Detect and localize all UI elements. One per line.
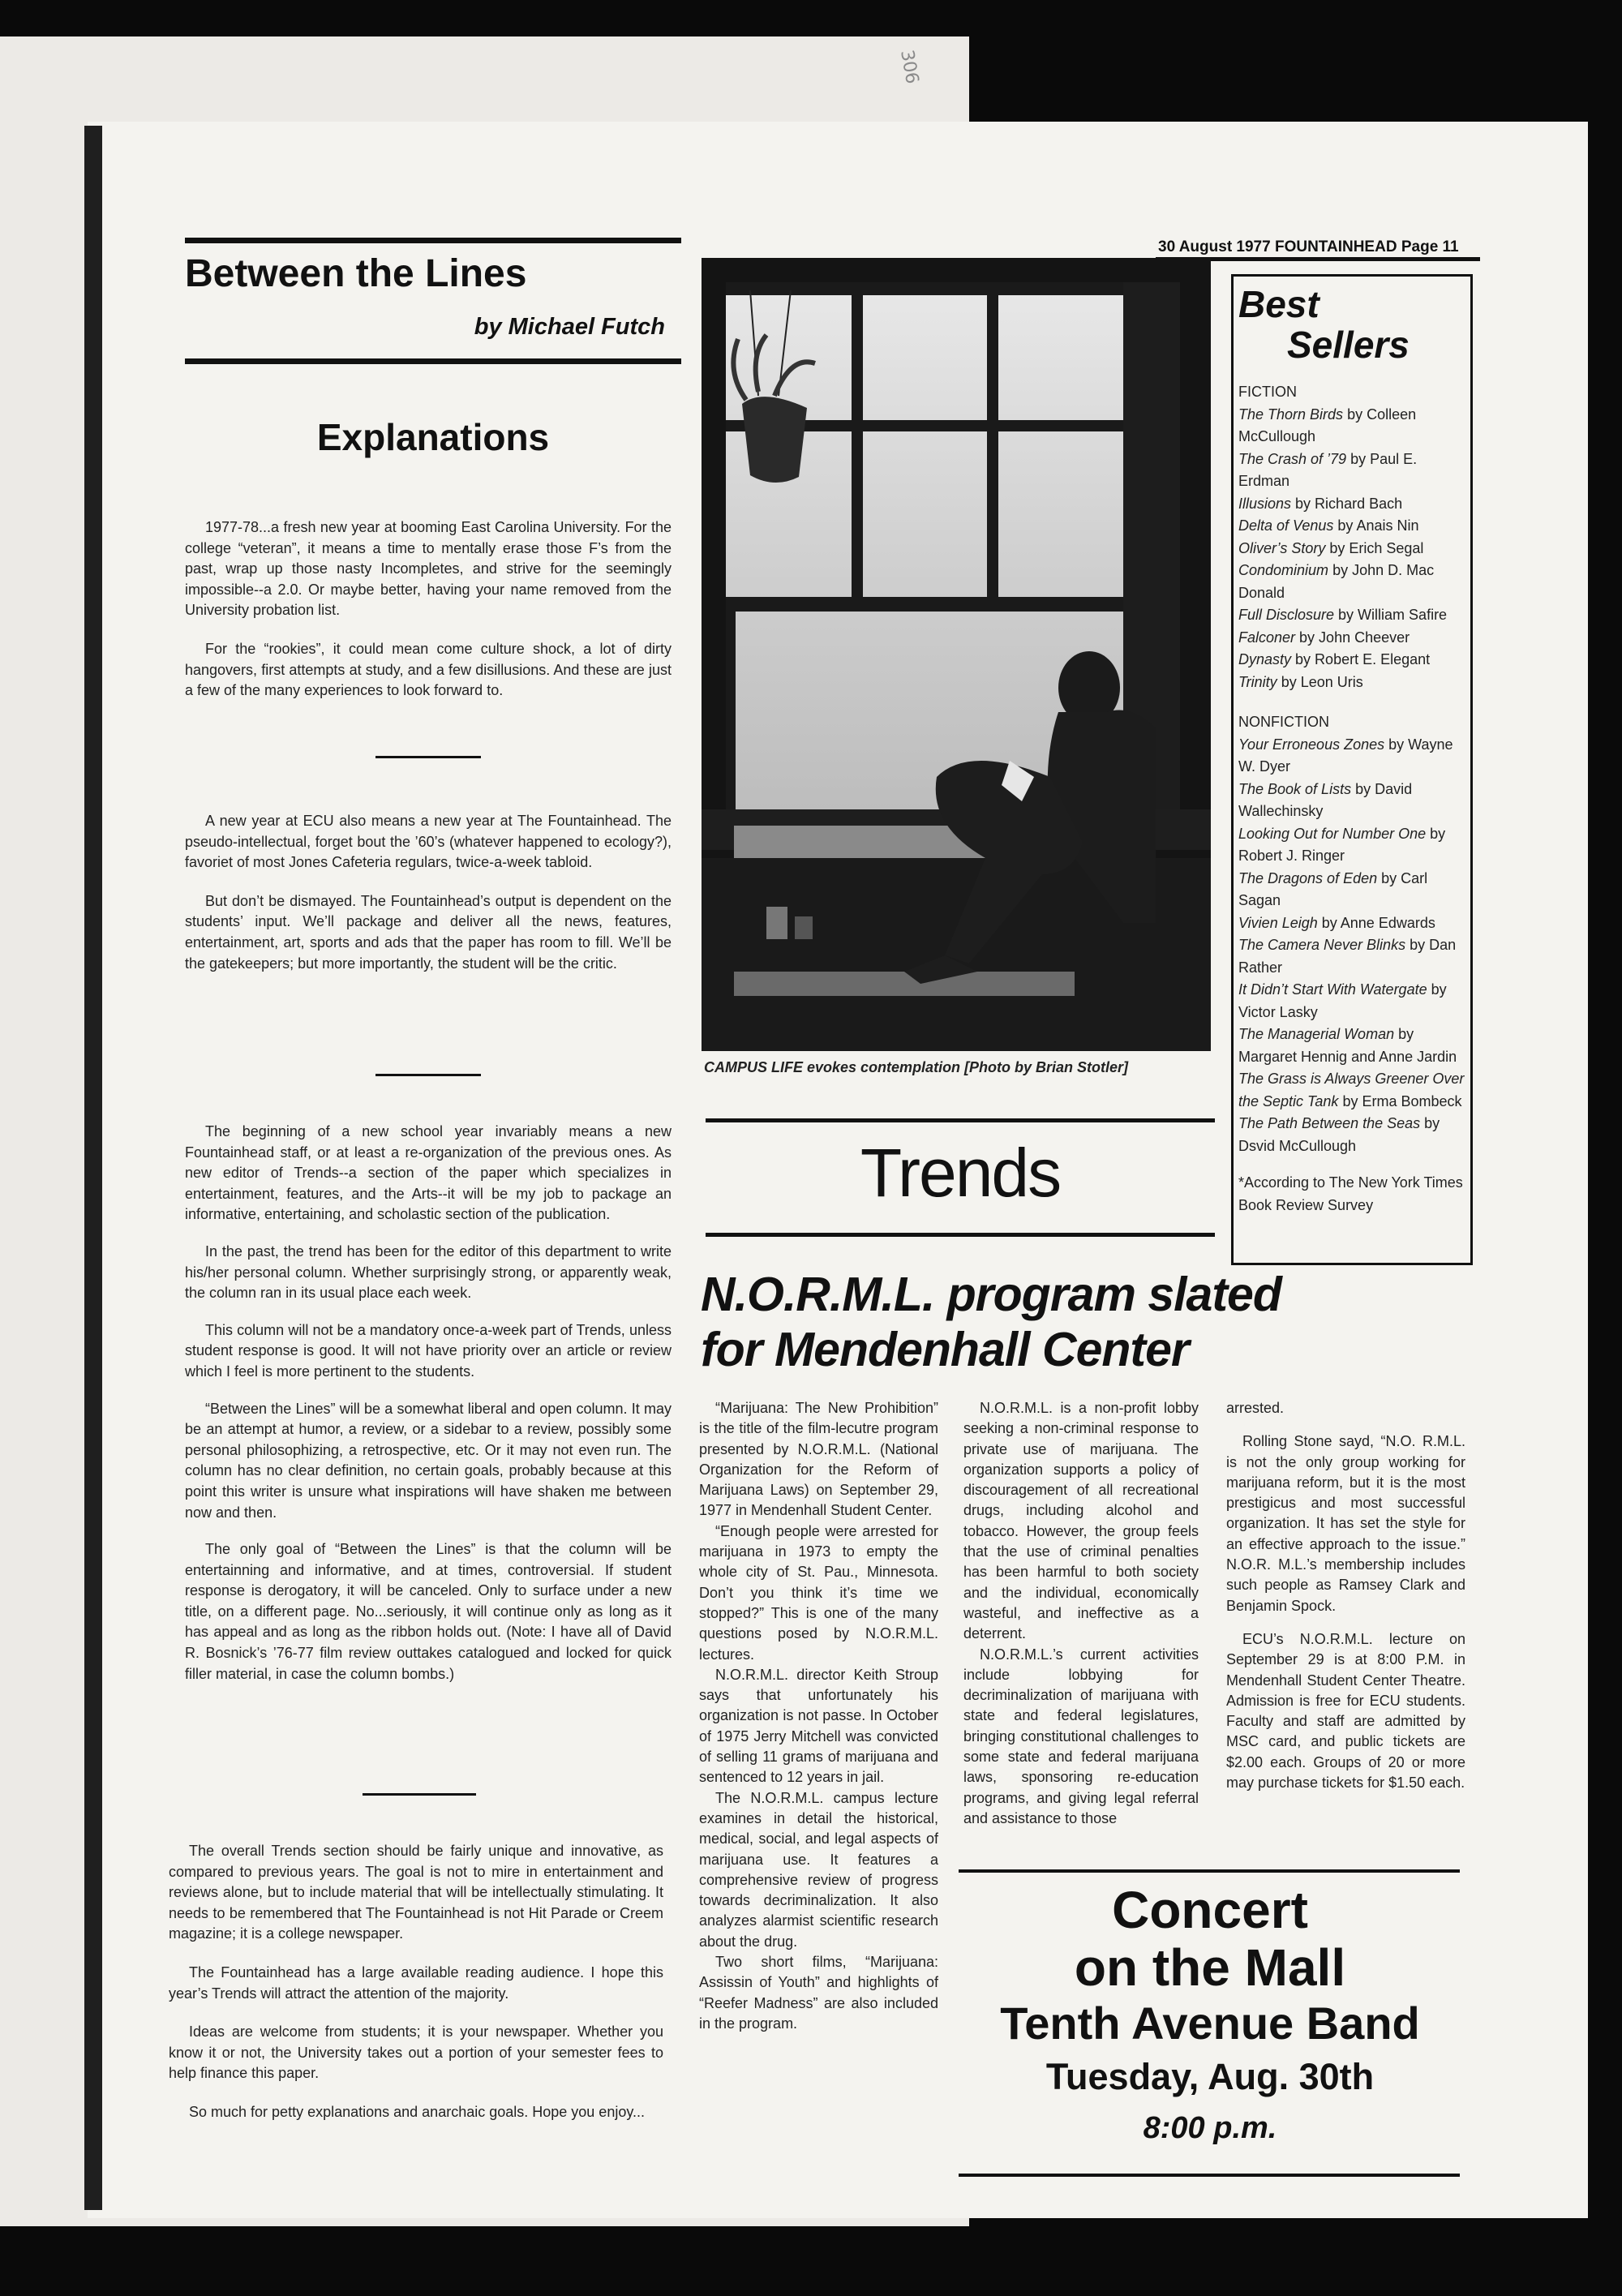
column-section-2 bbox=[185, 811, 672, 974]
list-item: Your Erroneous Zones by Wayne W. Dyer bbox=[1238, 736, 1453, 775]
article-paragraph: N.O.R.M.L. is a non-profit lobby seeking a non-criminal response to private use of marijuana. The organization supports a policy of discouragement of all recreational drugs, including alcohol and tobacco. However, the group feels that the use of criminal penalties has been harmful to both society and the individual, economically wasteful, and ineffective as a deterrent. bbox=[963, 1400, 1199, 1642]
list-item: Illusions by Richard Bach bbox=[1238, 495, 1403, 512]
article-paragraph: “Marijuana: The New Prohibition” is the title of the film-lecutre program presented by N.O.R.M.L. (National Organization for the Reform of Marijuana Laws) on September 29, 1977 in Mendenhall Student Center. bbox=[699, 1400, 938, 1519]
column-top-rule bbox=[185, 238, 681, 243]
concert-title-line1: Concert bbox=[1112, 1881, 1308, 1939]
best-sellers-footnote: *According to The New York Times Book Review Survey bbox=[1238, 1174, 1463, 1213]
photo-caption: CAMPUS LIFE evokes contemplation [Photo by Brian Stotler] bbox=[704, 1059, 1129, 1075]
column-paragraph: “Between the Lines” will be a somewhat liberal and open column. It may be an attempt at humor, a review, or a sidebar to a review, possibly some personal philosophizing, a retrospective, etc. Or it may not even run. The column has no clear definition, no certain goals, probably because at this point this writer is unsure what inspirations will have shaken me between now and then. bbox=[185, 1400, 672, 1521]
fiction-label: FICTION bbox=[1238, 384, 1297, 400]
list-item: The Thorn Birds by Colleen McCullough bbox=[1238, 406, 1417, 444]
column-byline: by Michael Futch bbox=[474, 314, 665, 340]
list-item: The Managerial Woman by Margaret Hennig and Anne Jardin bbox=[1238, 1026, 1457, 1065]
column-paragraph: Ideas are welcome from students; it is your newspaper. Whether you know it or not, the University takes out a portion of your semester fees to help finance this paper. bbox=[169, 2023, 663, 2082]
best-sellers-title bbox=[1238, 284, 1465, 365]
best-sellers-title-line1: Best bbox=[1238, 283, 1319, 325]
article-paragraph: “Enough people were arrested for marijuana in 1973 to empty the whole city of St. Pau., Minnesota. Don’t you think it’s time we stopped?” This is one of the many questions posed by N.O.R.M.L. lectures. bbox=[699, 1522, 938, 1663]
section-title: Trends bbox=[860, 1135, 1061, 1211]
header-date: 30 August 1977 bbox=[1158, 238, 1271, 255]
column-paragraph: The Fountainhead has a large available reading audience. I hope this year’s Trends will attract the attention of the majority. bbox=[169, 1963, 663, 2002]
list-item: Condominium by John D. Mac Donald bbox=[1238, 562, 1435, 601]
list-item: Trinity by Leon Uris bbox=[1238, 673, 1363, 690]
headline-line1: N.O.R.M.L. program slated bbox=[701, 1268, 1281, 1321]
column-section-1 bbox=[185, 517, 672, 702]
article-paragraph: The N.O.R.M.L. campus lecture examines in detail the historical, medical, social, and legal aspects of marijuana use. It features a comprehensive review of progress towards decriminalization. It also analyzes alarmist scientific research about the drug. bbox=[699, 1789, 938, 1950]
column-paragraph: So much for petty explanations and anarchaic goals. Hope you enjoy... bbox=[189, 2103, 646, 2120]
list-item: Falconer by John Cheever bbox=[1238, 629, 1410, 646]
article-column-2 bbox=[963, 1398, 1199, 1829]
concert-title-line2: on the Mall bbox=[1074, 1938, 1346, 1997]
header-page: Page 11 bbox=[1401, 238, 1459, 255]
column-paragraph: But don’t be dismayed. The Fountainhead’s output is dependent on the students’ input. We’ll package and deliver all the news, features, entertainment, art, sports and ads that the paper has room to fill. We’ll be the gatekeepers; but more importantly, the student will be the critic. bbox=[185, 892, 672, 972]
list-item: The Path Between the Seas by Dsvid McCullough bbox=[1238, 1115, 1440, 1154]
list-item: Looking Out for Number One by Robert J. Ringer bbox=[1238, 825, 1446, 864]
concert-top-rule bbox=[959, 1869, 1460, 1873]
article-column-1 bbox=[699, 1398, 938, 2034]
column-paragraph: The overall Trends section should be fairly unique and innovative, as compared to previous years. The goal is not to mire in entertainment and reviews alone, but to include material that will be intellectually stimulating. It needs to be remembered that The Fountainhead is not Hit Parade or Creem magazine; it is a college newspaper. bbox=[169, 1843, 663, 1942]
concert-ad bbox=[959, 1882, 1461, 2152]
column-title: Between the Lines bbox=[185, 252, 527, 295]
column-paragraph: 1977-78...a fresh new year at booming East Carolina University. For the college “veteran”, it means a time to mentally erase those F’s from the past, wrap up those nasty Incompletes, and strive for the seemingly impossible--a 2.0. Or maybe better, having your name removed from the University probation list. bbox=[185, 519, 672, 619]
concert-band: Tenth Avenue Band bbox=[1000, 1998, 1420, 2049]
article-paragraph: Two short films, “Marijuana: Assissin of Youth” and highlights of “Reefer Madness” are also included in the program. bbox=[699, 1954, 938, 2032]
column-paragraph: In the past, the trend has been for the editor of this department to write his/her personal column. Whether surprisingly strong, or apparently weak, the column ran in its usual place each week. bbox=[185, 1242, 672, 1302]
article-column-3 bbox=[1226, 1398, 1465, 1793]
photo-illustration bbox=[702, 258, 1211, 1051]
list-item: It Didn’t Start With Watergate by Victor Lasky bbox=[1238, 981, 1447, 1020]
column-paragraph: The only goal of “Between the Lines” is that the column will be entertainning and informative, and at times, controversial. If student response is derogatory, it will be canceled. Only to surface under a new title, on a different page. No...seriously, it will continue only as long as it has appeal and as long as the ribbon holds out. (Note: I have all of David R. Bosnick’s ’76-77 film review outtakes catalogued and locked for quick filler material, in case the column bombs.) bbox=[185, 1541, 672, 1682]
list-item: The Book of Lists by David Wallechinsky bbox=[1238, 780, 1413, 819]
list-item: Dynasty by Robert E. Elegant bbox=[1238, 651, 1431, 667]
concert-time: 8:00 p.m. bbox=[1143, 2111, 1277, 2145]
list-item: Vivien Leigh by Anne Edwards bbox=[1238, 914, 1435, 931]
concert-bottom-rule bbox=[959, 2174, 1460, 2177]
section-divider bbox=[375, 1074, 481, 1076]
article-headline bbox=[701, 1267, 1431, 1377]
column-paragraph: The beginning of a new school year invariably means a new Fountainhead staff, or at least a re-organization of the previous ones. As new editor of Trends--a section of the paper which specializes in entertainment, features, and the Arts--it will be my job to package an informative, entertaining, and scholastic section of the publication. bbox=[185, 1123, 672, 1223]
column-section-4 bbox=[169, 1841, 663, 2123]
nonfiction-label: NONFICTION bbox=[1238, 714, 1329, 730]
article-paragraph: arrested. bbox=[1226, 1400, 1285, 1416]
binding-edge bbox=[84, 126, 102, 2210]
list-item: Full Disclosure by William Safire bbox=[1238, 607, 1448, 623]
list-item: The Grass is Always Greener Over the Septic Tank by Erma Bombeck bbox=[1238, 1071, 1465, 1109]
article-paragraph: N.O.R.M.L. director Keith Stroup says that unfortunately his organization is not passe. In October of 1975 Jerry Mitchell was convicted of selling 11 grams of marijuana and sentenced to 12 years in jail. bbox=[699, 1666, 938, 1786]
page-header bbox=[1158, 238, 1459, 256]
trends-top-rule bbox=[706, 1118, 1215, 1122]
pencil-annotation: 306 bbox=[896, 48, 922, 86]
campus-life-photo bbox=[702, 258, 1211, 1051]
list-item: Delta of Venus by Anais Nin bbox=[1238, 517, 1419, 534]
best-sellers-content bbox=[1238, 284, 1465, 1217]
section-divider bbox=[375, 756, 481, 758]
column-paragraph: A new year at ECU also means a new year at The Fountainhead. The pseudo-intellectual, forget bout the ’60’s (whatever happened to ecology?), favoriet of most Jones Cafeteria regulars, twice-a-week tabloid. bbox=[185, 813, 672, 871]
list-item: Oliver’s Story by Erich Segal bbox=[1238, 539, 1424, 556]
list-item: The Crash of ’79 by Paul E. Erdman bbox=[1238, 450, 1418, 489]
column-paragraph: For the “rookies”, it could mean come culture shock, a lot of dirty hangovers, first attempts at study, and a few disillusions. And these are just a few of the many experiences to look forward to. bbox=[185, 640, 672, 699]
column-section-3 bbox=[185, 1122, 672, 1684]
best-sellers-title-line2: Sellers bbox=[1287, 324, 1410, 366]
column-byline-rule bbox=[185, 358, 681, 364]
article-paragraph: N.O.R.M.L.’s current activities include lobbying for decriminalization of marijuana with state and federal legislatures, bringing constitutional challenges to some state and federal marijuana laws, sponsoring re-education programs, and giving legal referral and assistance to those bbox=[963, 1646, 1199, 1826]
article-paragraph: Rolling Stone sayd, “N.O. R.M.L. is not the only group working for marijuana reform, but it is the most prestigicus and most successful organization. It has set the style for an effective approach to the issue.” N.O.R. M.L.’s membership includes such people as Ramsey Clark and Benjamin Spock. bbox=[1226, 1433, 1465, 1614]
section-divider bbox=[363, 1793, 476, 1796]
trends-bottom-rule bbox=[706, 1233, 1215, 1237]
list-item: The Dragons of Eden by Carl Sagan bbox=[1238, 869, 1428, 908]
nonfiction-list bbox=[1238, 734, 1465, 1158]
column-heading: Explanations bbox=[316, 416, 550, 458]
list-item: The Camera Never Blinks by Dan Rather bbox=[1238, 937, 1457, 976]
column-paragraph: This column will not be a mandatory once-a-week part of Trends, unless student response is good. It will not have priority over an article or review which I feel is more pertinent to the students. bbox=[185, 1321, 672, 1380]
headline-line2: for Mendenhall Center bbox=[701, 1323, 1189, 1376]
fiction-list bbox=[1238, 404, 1465, 694]
article-paragraph: ECU’s N.O.R.M.L. lecture on September 29 is at 8:00 P.M. in Mendenhall Student Center Theatre. Admission is free for ECU students. Faculty and staff are admitted by MSC card, and public tickets are $2.00 each. Groups of 20 or more may purchase tickets for $1.50 each. bbox=[1226, 1630, 1465, 1792]
header-paper: FOUNTAINHEAD bbox=[1274, 238, 1397, 255]
concert-date: Tuesday, Aug. 30th bbox=[1045, 2056, 1375, 2097]
